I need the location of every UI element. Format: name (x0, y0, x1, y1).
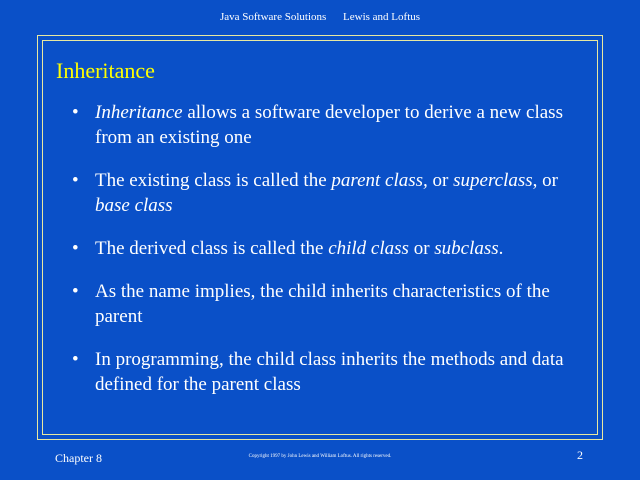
bullet-item (72, 168, 592, 218)
copyright-notice: Copyright 1997 by John Lewis and William Loftus. All rights reserved. (248, 454, 392, 459)
bullet-text-segment: or (408, 238, 435, 259)
bullet-symbol: • (72, 238, 79, 259)
bullet-symbol: • (72, 349, 79, 370)
bullet-text-segment: The derived class is called the (95, 238, 329, 259)
bullet-text-segment: As the name implies, the child inherits characteristics of the parent (95, 281, 550, 327)
book-title: Java Software Solutions (219, 11, 327, 23)
authors: Lewis and Loftus (343, 11, 421, 23)
bullet-text-segment: In programming, the child class inherits the methods and data defined for the parent class (95, 349, 564, 395)
bullet-text-segment: or (427, 170, 454, 191)
chapter-label: Chapter 8 (55, 451, 102, 465)
bullet-symbol: • (72, 170, 79, 191)
bullet-text-segment: subclass (434, 238, 499, 259)
bullet-item (72, 347, 592, 397)
bullet-symbol: • (72, 281, 79, 302)
bullet-item (72, 279, 592, 329)
bullet-item (72, 100, 592, 150)
slide-title: Inheritance (56, 58, 155, 83)
bullet-text-segment: . (498, 238, 504, 259)
bullet-list (72, 100, 592, 415)
bullet-symbol: • (72, 102, 79, 123)
bullet-text-segment: base class (95, 195, 173, 216)
bullet-text-segment: child class (328, 238, 409, 259)
page-number: 2 (577, 448, 583, 462)
bullet-text-segment: superclass (453, 170, 533, 191)
bullet-text-segment: , or (532, 170, 558, 191)
bullet-text-segment: Inheritance (95, 102, 183, 123)
bullet-text-segment: parent class, (331, 170, 428, 191)
slide-header (0, 11, 640, 23)
bullet-item (72, 236, 592, 261)
bullet-text-segment: allows a software developer to derive a new class from an existing one (95, 102, 563, 148)
bullet-text-segment: The existing class is called the (95, 170, 332, 191)
